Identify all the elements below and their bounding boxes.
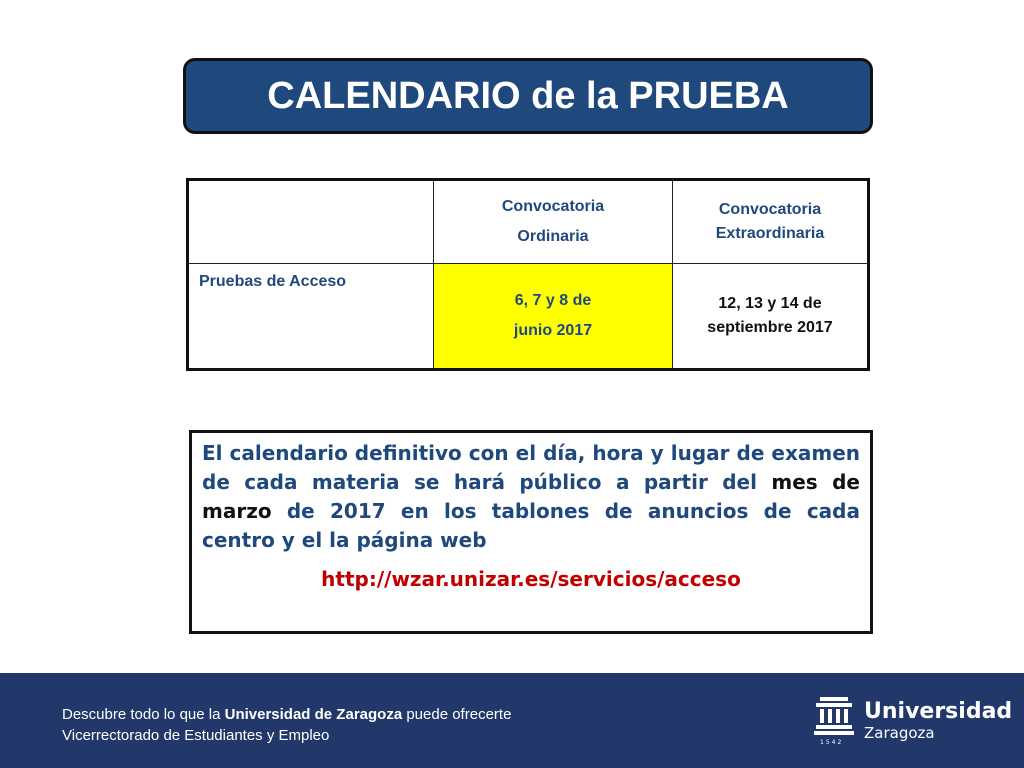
footer-bar <box>0 673 1024 768</box>
header-extraordinaria-line2: Extraordinaria <box>715 225 825 242</box>
info-text-part2: de 2017 en los tablones de anuncios de cada centro y el la página web <box>202 499 860 552</box>
university-logo[interactable] <box>812 695 1013 755</box>
header-ordinaria-line2: Ordinaria <box>517 228 589 245</box>
info-link[interactable]: http://wzar.unizar.es/servicios/acceso <box>321 567 741 591</box>
date-extraordinaria <box>673 264 869 370</box>
slide-title: CALENDARIO de la PRUEBA <box>267 74 789 117</box>
date-extraordinaria-line1: 12, 13 y 14 de <box>718 295 822 312</box>
header-ordinaria <box>434 180 673 264</box>
footer-line1-prefix: Descubre todo lo que la <box>62 706 225 723</box>
row-label-pruebas: Pruebas de Acceso <box>188 264 434 370</box>
footer-line1-suffix: puede ofrecerte <box>402 706 512 723</box>
date-ordinaria-line1: 6, 7 y 8 de <box>514 292 592 309</box>
header-ordinaria-line1: Convocatoria <box>501 198 605 215</box>
table-header-row <box>188 180 869 264</box>
logo-year: 1542 <box>820 739 844 746</box>
info-text-highlight: mes de marzo <box>202 470 860 523</box>
logo-city: Zaragoza <box>864 724 935 742</box>
info-box <box>189 430 873 634</box>
logo-name: Universidad <box>864 699 1013 724</box>
footer-line1 <box>62 706 511 723</box>
date-extraordinaria-line2: septiembre 2017 <box>707 319 833 336</box>
footer-line1-bold: Universidad de Zaragoza <box>224 706 403 723</box>
info-text <box>202 439 860 555</box>
date-ordinaria-line2: junio 2017 <box>513 322 593 339</box>
table-row <box>188 264 869 370</box>
building-icon <box>812 695 856 741</box>
info-text-part1: El calendario definitivo con el día, hora y lugar de examen de cada materia se hará público a partir del <box>202 441 860 494</box>
date-ordinaria <box>434 264 673 370</box>
footer-line2: Vicerrectorado de Estudiantes y Empleo <box>62 727 330 744</box>
table-corner-cell <box>188 180 434 264</box>
slide-title-box <box>183 58 873 134</box>
header-extraordinaria-line1: Convocatoria <box>718 201 822 218</box>
header-extraordinaria <box>673 180 869 264</box>
calendar-table <box>186 178 870 371</box>
